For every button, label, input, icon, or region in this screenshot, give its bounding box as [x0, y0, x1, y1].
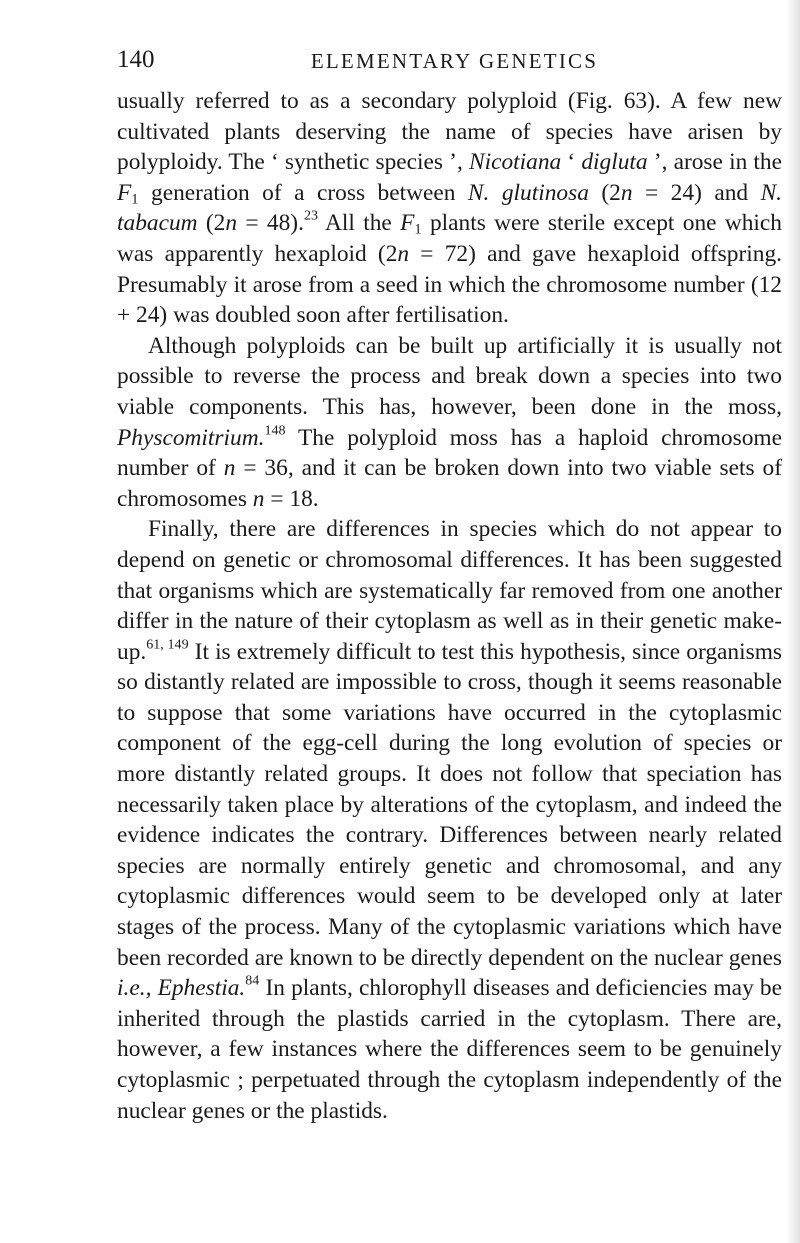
- running-head: [117, 38, 782, 78]
- text-run: It is extremely difficult to test this hypothesis, since organisms so distantly related are impossible to cross, though it seems reasonable to suppose that some variations have occurred in the cytoplasmic component of the egg-cell during the long evolution of species or more distantly related groups. It does not follow that speciation has necessarily taken place by alterations of the cytoplasm, and indeed the evidence indicates the contrary. Differences between nearly related species are normally entirely genetic and chromosomal, and any cytoplasmic differences would seem to be developed only at later stages of the process. Many of the cytoplasmic variations which have been recorded are known to be directly dependent on the nuclear genes: [117, 638, 783, 971]
- genus-name: Physcomitrium.: [117, 424, 265, 451]
- text-run: In plants, chlorophyll diseases and deficiencies may be inherited through the plastids carried in the cytoplasm. There are, however, a few instances where the differences seem to be genuinely cytoplasmic ; perpetuated through the cytoplasm independently of the nuclear genes or the plastids.: [117, 975, 782, 1124]
- text-run: = 72) and gave hexaploid offspring. Presumably it arose from a seed in which the chromosome number (12 + 24) was doubled soon after fertilisation.: [117, 240, 782, 329]
- text-run: = 48).: [237, 210, 304, 237]
- subscript: 1: [131, 191, 139, 208]
- reference-superscript: 23: [303, 207, 318, 224]
- variable-n: n: [225, 210, 238, 237]
- text-run: (2: [197, 210, 226, 237]
- species-name: Nicotiana: [468, 149, 562, 176]
- running-title: ELEMENTARY GENETICS: [310, 49, 599, 73]
- text-run: = 36, and it can be broken down into two viable sets of chromosomes: [117, 455, 782, 512]
- generation-symbol: F: [117, 179, 132, 206]
- variable-n: n: [397, 240, 410, 267]
- text-run: = 18.: [264, 485, 319, 512]
- genus-name: i.e., Ephestia.: [117, 975, 246, 1002]
- text-run: plants were sterile except one which was apparently hexaploid (2: [117, 210, 783, 267]
- page-number: 140: [117, 46, 155, 73]
- text-run: The polyploid moss has a haploid chromosome number of: [117, 424, 782, 482]
- text-run: generation of a cross between: [138, 179, 468, 206]
- species-name: N. glutinosa: [467, 179, 589, 206]
- text-run: (2: [588, 179, 621, 206]
- variable-n: n: [252, 485, 265, 512]
- text-run: Although polyploids can be built up artificially it is usually not possible to reverse the process and break down a species into two viable components. This has, however, been done in the moss,: [117, 332, 782, 420]
- reference-superscript: 61, 149: [146, 636, 189, 653]
- paragraph-3: [117, 514, 782, 1126]
- variable-n: n: [223, 455, 236, 482]
- generation-symbol: F: [400, 210, 415, 237]
- text-run: ‘: [561, 149, 582, 176]
- species-name: digluta: [581, 149, 648, 176]
- body-text: [117, 86, 782, 1126]
- text-run: All the: [317, 210, 401, 237]
- text-run: = 24) and: [632, 179, 761, 206]
- text-run: usually referred to as a secondary polyploid (Fig. 63). A few new cultivated plants deserving the name of species have arisen by polyploidy. The ‘ synthetic species ’,: [117, 88, 782, 176]
- reference-superscript: 148: [264, 422, 286, 439]
- paragraph-2: [117, 331, 782, 515]
- reference-superscript: 84: [245, 972, 260, 989]
- text-run: Finally, there are differences in species which do not appear to depend on genetic or chromosomal differences. It has been suggested that organisms which are systematically far removed from one another differ in the nature of their cytoplasm as well as in their genetic make-up.: [117, 516, 782, 665]
- species-name: N. tabacum: [117, 179, 783, 237]
- text-run: ’, arose in the: [647, 149, 782, 176]
- page-edge-shadow: [786, 0, 800, 1243]
- variable-n: n: [620, 179, 633, 206]
- paragraph-1: [117, 86, 782, 331]
- subscript: 1: [414, 222, 422, 238]
